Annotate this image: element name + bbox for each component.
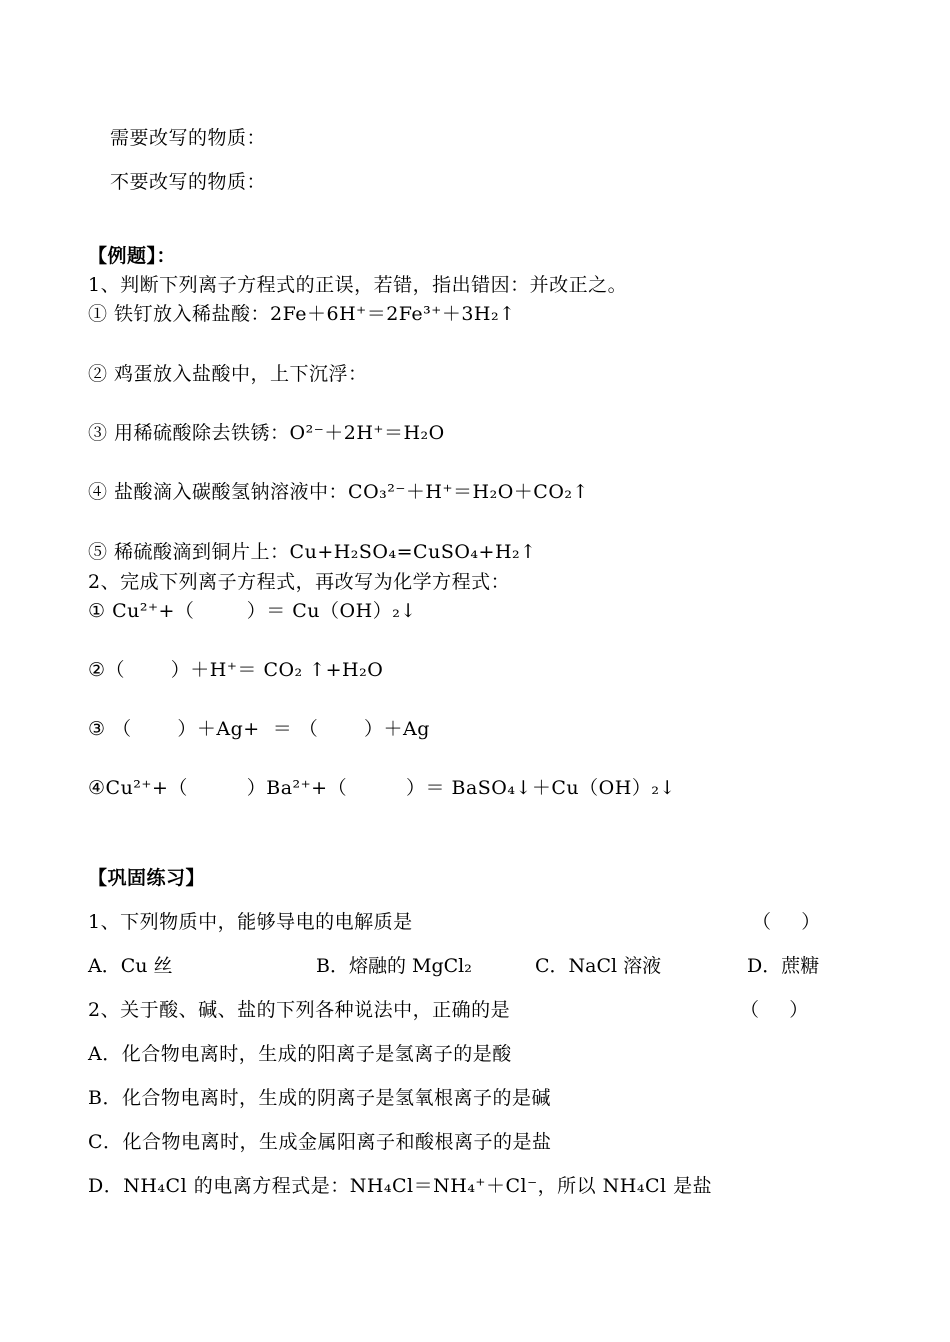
practice-2-option-a: A．化合物电离时，生成的阳离子是氢离子的是酸 bbox=[88, 1043, 512, 1065]
practice-2-option-c: C．化合物电离时，生成金属阳离子和酸根离子的是盐 bbox=[88, 1131, 552, 1153]
example-1-item-2: ② 鸡蛋放入盐酸中，上下沉浮： bbox=[88, 363, 368, 385]
practice-2-option-d: D．NH₄Cl 的电离方程式是：NH₄Cl＝NH₄⁺＋Cl⁻，所以 NH₄Cl 是盐 bbox=[88, 1175, 713, 1197]
practice-question-2: 2、关于酸、碱、盐的下列各种说法中，正确的是 bbox=[88, 999, 511, 1021]
practice-1-option-d: D．蔗糖 bbox=[747, 955, 820, 977]
example-2-item-2: ②（ ）＋H⁺＝ CO₂ ↑+H₂O bbox=[88, 659, 384, 681]
example-1-item-4: ④ 盐酸滴入碳酸氢钠溶液中：CO₃²⁻＋H⁺＝H₂O＋CO₂↑ bbox=[88, 481, 589, 503]
example-2-item-1: ① Cu²⁺+（ ）＝ Cu（OH）₂↓ bbox=[88, 600, 417, 622]
practice-1-option-b: B．熔融的 MgCl₂ bbox=[316, 955, 472, 977]
no-rewrite-text: 不要改写的物质： bbox=[110, 171, 267, 193]
practice-heading: 【巩固练习】 bbox=[88, 867, 206, 889]
example-1-item-5: ⑤ 稀硫酸滴到铜片上：Cu+H₂SO₄=CuSO₄+H₂↑ bbox=[88, 541, 537, 563]
practice-1-option-a: A．Cu 丝 bbox=[88, 955, 173, 977]
example-1-item-3: ③ 用稀硫酸除去铁锈：O²⁻＋2H⁺＝H₂O bbox=[88, 422, 445, 444]
need-rewrite-text: 需要改写的物质： bbox=[110, 127, 267, 149]
example-1-item-1: ① 铁钉放入稀盐酸：2Fe＋6H⁺＝2Fe³⁺＋3H₂↑ bbox=[88, 303, 516, 325]
practice-question-1: 1、下列物质中，能够导电的电解质是 bbox=[88, 911, 413, 933]
example-2-item-3: ③ （ ）＋Ag+ ＝ （ ）＋Ag bbox=[88, 718, 430, 740]
examples-heading: 【例题】： bbox=[88, 245, 177, 267]
example-2-item-4: ④Cu²⁺+（ ）Ba²⁺+（ ）＝ BaSO₄↓＋Cu（OH）₂↓ bbox=[88, 777, 676, 799]
example-question-2: 2、完成下列离子方程式，再改写为化学方程式： bbox=[88, 571, 511, 593]
practice-1-option-c: C．NaCl 溶液 bbox=[535, 955, 662, 977]
answer-bracket-2: （ ） bbox=[740, 999, 809, 1021]
practice-2-option-b: B．化合物电离时，生成的阴离子是氢氧根离子的是碱 bbox=[88, 1087, 551, 1109]
example-question-1: 1、判断下列离子方程式的正误，若错，指出错因：并改正之。 bbox=[88, 274, 628, 296]
answer-bracket-1: （ ） bbox=[752, 911, 821, 933]
